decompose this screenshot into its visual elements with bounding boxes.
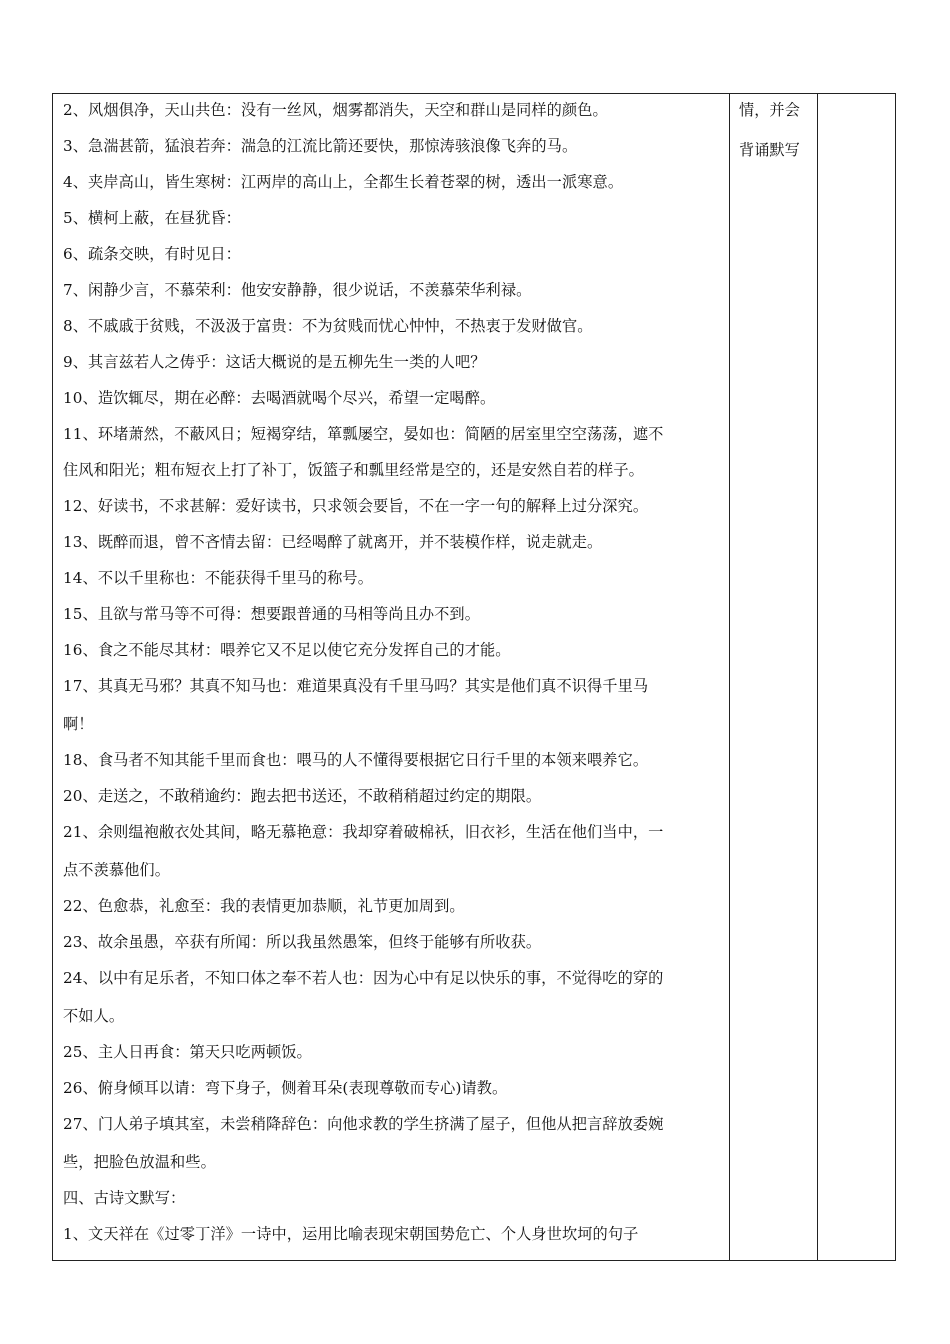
text-line: 26、俯身倾耳以请：弯下身子，侧着耳朵(表现尊敬而专心)请教。 xyxy=(63,1079,508,1097)
text-line: 4、夹岸高山，皆生寒树：江两岸的高山上，全都生长着苍翠的树，透出一派寒意。 xyxy=(63,173,624,191)
column-divider-1 xyxy=(729,94,730,1260)
text-line: 21、余则缊袍敝衣处其间，略无慕艳意：我却穿着破棉袄，旧衣衫，生活在他们当中，一 xyxy=(63,823,664,841)
text-line: 24、以中有足乐者，不知口体之奉不若人也：因为心中有足以快乐的事，不觉得吃的穿的 xyxy=(63,969,664,987)
text-line: 8、不戚戚于贫贱，不汲汲于富贵：不为贫贱而忧心忡忡，不热衷于发财做官。 xyxy=(63,317,593,335)
side-note-line: 情，并会 xyxy=(739,101,800,119)
text-line: 些，把脸色放温和些。 xyxy=(63,1153,216,1171)
text-line: 11、环堵萧然，不蔽风日；短褐穿结，箪瓢屡空，晏如也：简陋的居室里空空荡荡，遮不 xyxy=(63,425,664,443)
text-line: 3、急湍甚箭，猛浪若奔：湍急的江流比箭还要快，那惊涛骇浪像飞奔的马。 xyxy=(63,137,578,155)
text-line: 9、其言兹若人之俦乎：这话大概说的是五柳先生一类的人吧？ xyxy=(63,353,486,371)
text-line: 23、故余虽愚，卒获有所闻：所以我虽然愚笨，但终于能够有所收获。 xyxy=(63,933,542,951)
text-line: 点不羡慕他们。 xyxy=(63,861,171,879)
text-line: 27、门人弟子填其室，未尝稍降辞色：向他求教的学生挤满了屋子，但他从把言辞放委婉 xyxy=(63,1115,664,1133)
text-line: 1、文天祥在《过零丁洋》一诗中，运用比喻表现宋朝国势危亡、个人身世坎坷的句子 xyxy=(63,1225,639,1243)
text-line: 16、食之不能尽其材：喂养它又不足以使它充分发挥自己的才能。 xyxy=(63,641,511,659)
text-line: 住风和阳光；粗布短衣上打了补丁，饭篮子和瓢里经常是空的，还是安然自若的样子。 xyxy=(63,461,644,479)
text-line: 20、走送之，不敢稍逾约：跑去把书送还，不敢稍稍超过约定的期限。 xyxy=(63,787,542,805)
content-table xyxy=(52,93,896,1261)
text-line: 6、疏条交映，有时见日： xyxy=(63,245,241,263)
text-line: 四、古诗文默写： xyxy=(63,1189,186,1207)
text-line: 啊！ xyxy=(63,715,94,733)
column-divider-2 xyxy=(817,94,818,1260)
text-line: 12、好读书，不求甚解：爱好读书，只求领会要旨，不在一字一句的解释上过分深究。 xyxy=(63,497,649,515)
text-line: 不如人。 xyxy=(63,1007,125,1025)
text-line: 10、造饮辄尽，期在必醉：去喝酒就喝个尽兴，希望一定喝醉。 xyxy=(63,389,496,407)
text-line: 2、风烟俱净，天山共色：没有一丝风，烟雾都消失，天空和群山是同样的颜色。 xyxy=(63,101,608,119)
text-line: 25、主人日再食：第天只吃两顿饭。 xyxy=(63,1043,312,1061)
text-line: 17、其真无马邪？其真不知马也：难道果真没有千里马吗？其实是他们真不识得千里马 xyxy=(63,677,649,695)
text-line: 22、色愈恭，礼愈至：我的表情更加恭顺，礼节更加周到。 xyxy=(63,897,465,915)
text-line: 14、不以千里称也：不能获得千里马的称号。 xyxy=(63,569,373,587)
text-line: 5、横柯上蔽，在昼犹昏： xyxy=(63,209,241,227)
text-line: 13、既醉而退，曾不吝情去留：已经喝醉了就离开，并不装模作样，说走就走。 xyxy=(63,533,603,551)
text-line: 15、且欲与常马等不可得：想要跟普通的马相等尚且办不到。 xyxy=(63,605,481,623)
text-line: 7、闲静少言，不慕荣利：他安安静静，很少说话，不羡慕荣华利禄。 xyxy=(63,281,532,299)
text-line: 18、食马者不知其能千里而食也：喂马的人不懂得要根据它日行千里的本领来喂养它。 xyxy=(63,751,649,769)
side-note-line: 背诵默写 xyxy=(739,141,800,159)
